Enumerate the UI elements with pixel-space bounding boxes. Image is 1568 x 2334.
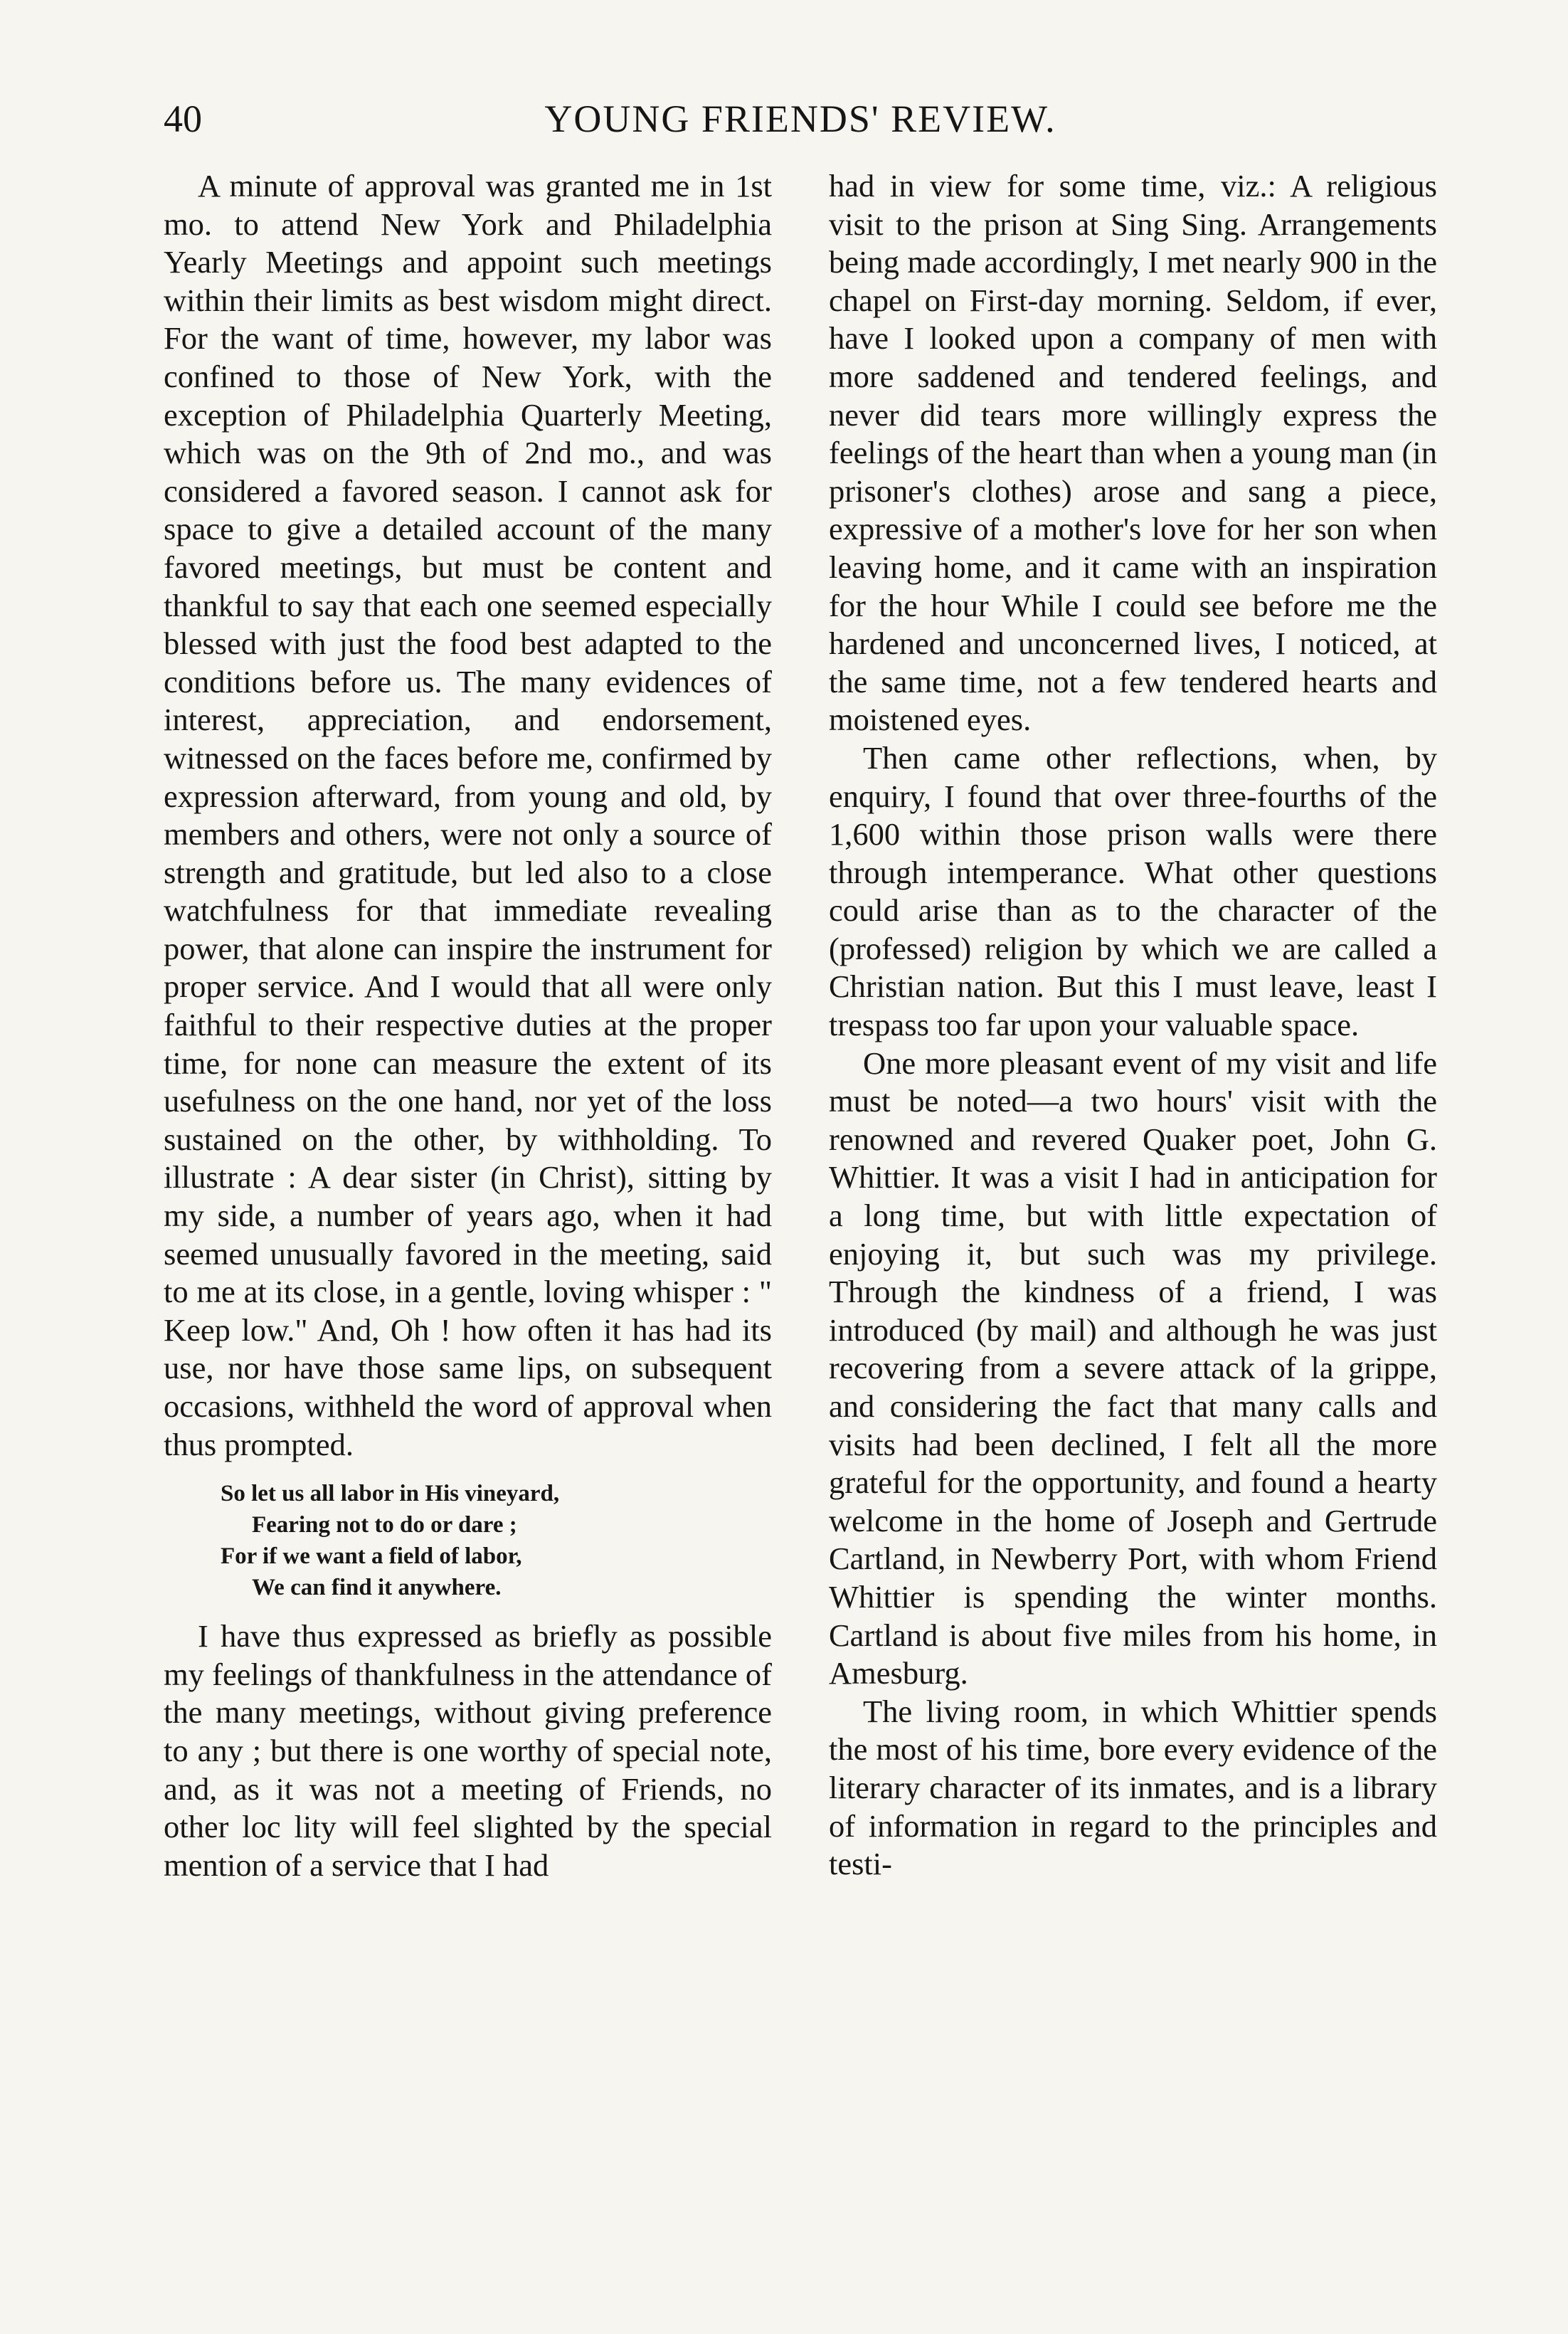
poem-line: We can find it anywhere. [252,1575,502,1601]
page-header [164,94,1437,151]
paragraph: I have thus expressed as briefly as possible my feelings of thankfulness in the attendance of the many meetings, without giving preference to any ; but there is one worthy of special note, and, as it was not a meeting of Friends, no other loc lity will feel slighted by the special mention of a service that I had [164,1618,772,1883]
paragraph: A minute of approval was granted me in 1st mo. to attend New York and Philadelphia Yearly Meetings and appoint such meetings within their limits as best wisdom might direct. For the want of time, however, my labor was confined to those of New York, with the exception of Philadelphia Quarterly Meeting, which was on the 9th of 2nd mo., and was considered a favored season. I cannot ask for space to give a detailed account of the many favored meetings, but must be content and thankful to say that each one seemed especially blessed with just the food best adapted to the conditions before us. The many evidences of interest, appreciation, and endorsement, witnessed on the faces before me, confirmed by expression afterward, from young and old, by members and others, were not only a source of strength and gratitude, but led also to a close watchfulness for that immediate revealing power, that alone can inspire the instrument for proper service. And I would that all were only faithful to their respective duties at the proper time, for none can measure the extent of its usefulness on the one hand, nor yet of the loss sustained on the other, by withholding. To illustrate : A dear sister (in Christ), sitting by my side, a number of years ago, when it had seemed unusually favored in the meeting, said to me at its close, in a gentle, loving whisper : " Keep low." And, Oh ! how often it has had its use, nor have those same lips, on subsequent occasions, withheld the word of approval when thus prompted. [164,168,772,1462]
right-column [829,167,1437,1884]
poem-line: So let us all labor in His vineyard, [221,1481,560,1507]
left-column [164,167,772,1884]
poem-stanza [221,1478,772,1603]
running-title: YOUNG FRIENDS' REVIEW. [544,97,1056,140]
paragraph: One more pleasant event of my visit and life must be noted—a two hours' visit with the renowned and revered Quaker poet, John G. Whittier. It was a visit I had in anticipation for a long time, but with little expectation of enjoying it, but such was my privilege. Through the kindness of a friend, I was introduced (by mail) and although he was just recovering from a severe attack of la grippe, and considering the fact that many calls and visits had been declined, I felt all the more grateful for the opportunity, and found a hearty welcome in the home of Joseph and Gertrude Cartland, in Newberry Port, with whom Friend Whittier is spending the winter months. Cartland is about five miles from his home, in Amesburg. [829,1045,1437,1691]
paragraph: Then came other reflections, when, by enquiry, I found that over three-fourths of the 1,600 within those prison walls were there through intemperance. What other questions could arise than as to the character of the (professed) religion by which we are called a Christian nation. But this I must leave, least I trespass too far upon your valuable space. [829,739,1437,1043]
poem-line: For if we want a field of labor, [221,1543,522,1570]
paragraph: The living room, in which Whittier spends the most of his time, bore every evidence of the literary character of its inmates, and is a library of information in regard to the principles and testi- [829,1693,1437,1882]
page-number: 40 [164,97,202,140]
paragraph-continuation: had in view for some time, viz.: A religious visit to the prison at Sing Sing. Arrangements being made accordingly, I met nearly 900 in the chapel on First-day morning. Seldom, if ever, have I looked upon a company of men with more saddened and tendered feelings, and never did tears more willingly express the feelings of the heart than when a young man (in prisoner's clothes) arose and sang a piece, expressive of a mother's love for her son when leaving home, and it came with an inspiration for the hour While I could see before me the hardened and unconcerned lives, I noticed, at the same time, not a few tendered hearts and moistened eyes. [829,168,1437,738]
poem-line: Fearing not to do or dare ; [252,1512,517,1538]
